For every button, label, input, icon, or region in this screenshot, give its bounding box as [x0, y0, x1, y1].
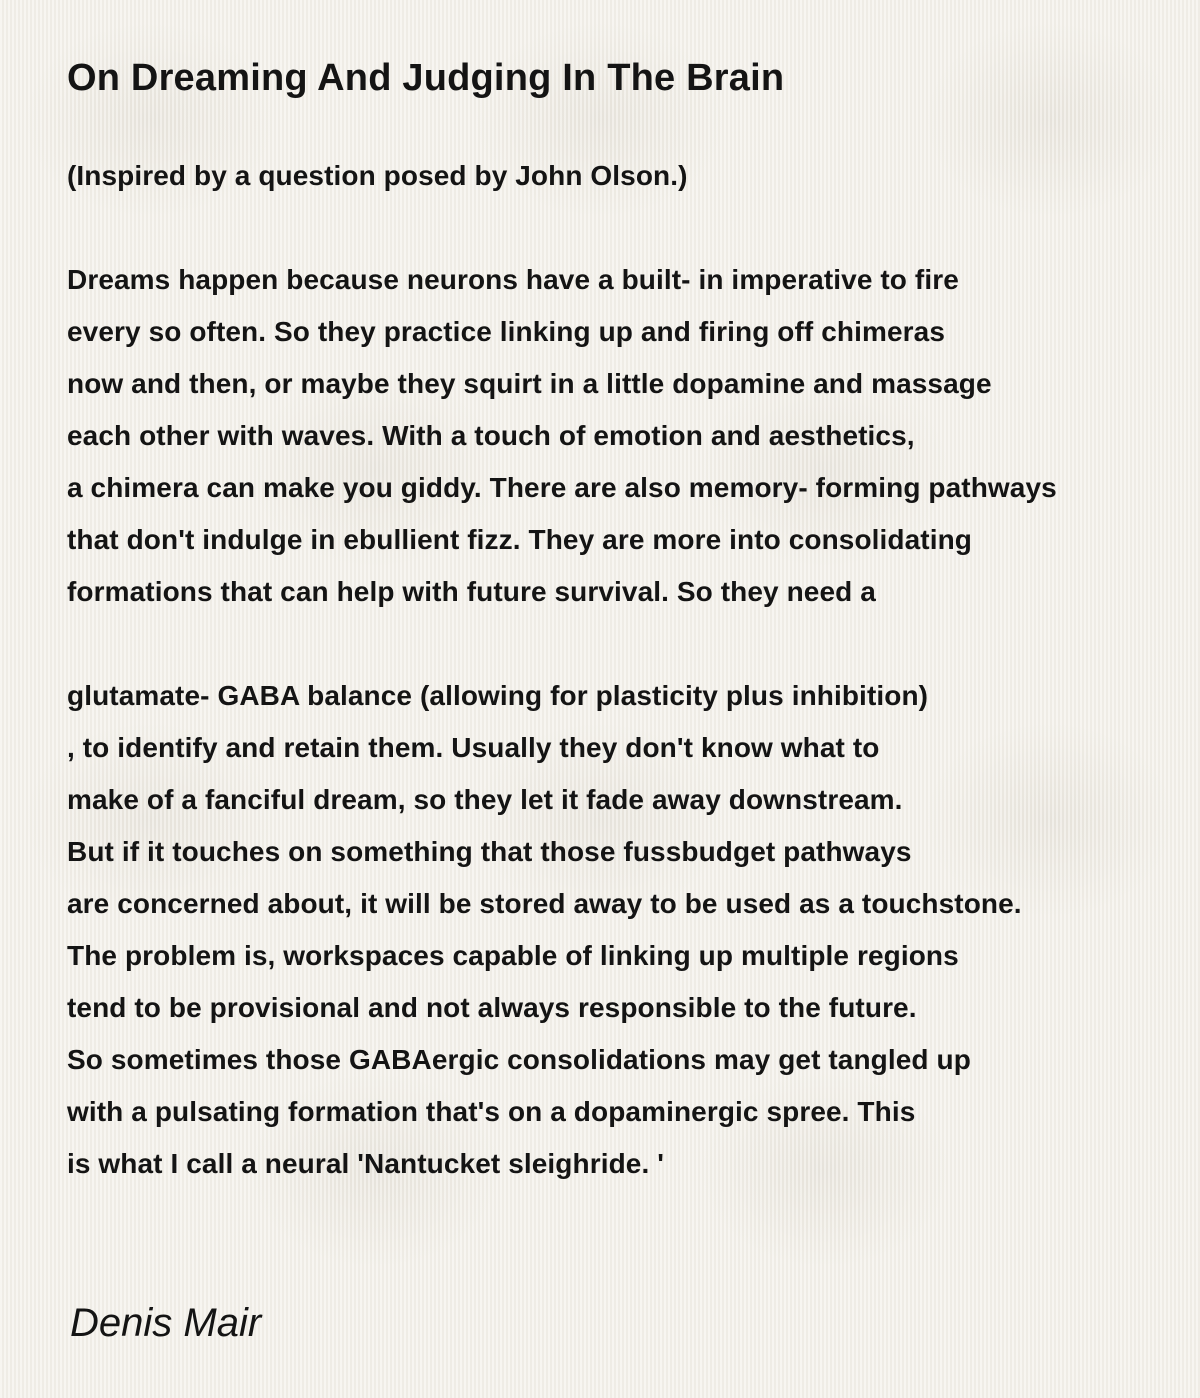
poem-line: make of a fanciful dream, so they let it fade away downstream. [67, 784, 903, 815]
poem-line: now and then, or maybe they squirt in a little dopamine and massage [67, 368, 992, 399]
poem-line: tend to be provisional and not always responsible to the future. [67, 992, 917, 1023]
stanza-gap [67, 202, 1200, 254]
poem-title: On Dreaming And Judging In The Brain [67, 57, 785, 99]
poem-author: Denis Mair [70, 1301, 262, 1345]
poem-line: that don't indulge in ebullient fizz. They are more into consolidating [67, 524, 973, 555]
stanza-gap [67, 618, 1200, 670]
poem-line: a chimera can make you giddy. There are also memory- forming pathways [67, 472, 1057, 503]
poem-line: , to identify and retain them. Usually they don't know what to [67, 732, 880, 763]
poem-line: is what I call a neural 'Nantucket sleighride. ' [67, 1148, 664, 1179]
poem-line: So sometimes those GABAergic consolidations may get tangled up [67, 1044, 971, 1075]
stanza-2 [67, 670, 1200, 1190]
poem-line: formations that can help with future survival. So they need a [67, 576, 876, 607]
poem-body [67, 150, 1200, 1190]
poem-line: The problem is, workspaces capable of linking up multiple regions [67, 940, 959, 971]
poem-line: glutamate- GABA balance (allowing for plasticity plus inhibition) [67, 680, 929, 711]
poem-line: are concerned about, it will be stored away to be used as a touchstone. [67, 888, 1022, 919]
poem-line: Dreams happen because neurons have a built- in imperative to fire [67, 264, 959, 295]
poem-line: each other with waves. With a touch of emotion and aesthetics, [67, 420, 915, 451]
poem-line: every so often. So they practice linking up and firing off chimeras [67, 316, 945, 347]
stanza-1 [67, 254, 1200, 618]
poem-line: But if it touches on something that those fussbudget pathways [67, 836, 912, 867]
poem-line: with a pulsating formation that's on a dopaminergic spree. This [67, 1096, 916, 1127]
poem-epigraph: (Inspired by a question posed by John Olson.) [67, 160, 688, 191]
